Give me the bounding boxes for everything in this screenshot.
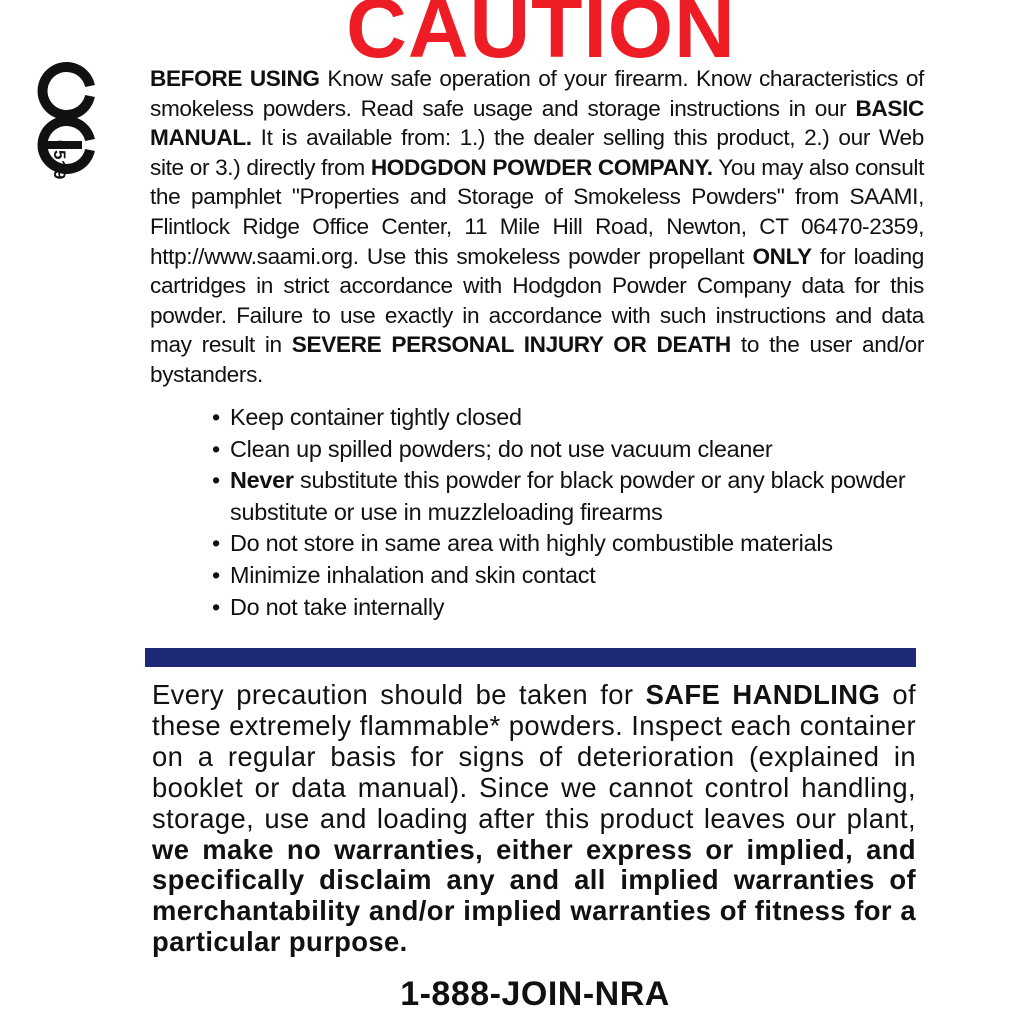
para1-text-1: Know safe operation of your firearm. Know characteristics of smokeless powders. Read safe usage and storage instructions in our — [150, 66, 925, 121]
before-using-label: BEFORE USING — [150, 66, 320, 91]
divider-bar — [145, 648, 916, 667]
safe-handling-paragraph — [152, 680, 916, 958]
para1-text-4: for loading cartridges in strict accordance with Hodgdon Powder Company data for this powder. Failure to use exactly in accordance with such instructions and data may result in — [150, 243, 925, 358]
bullet-text: Do not take internally — [230, 593, 445, 620]
phone-number: 1-888-JOIN-NRA — [400, 975, 670, 1013]
bullet-icon: • — [212, 593, 220, 620]
basic-manual-label: BASIC MANUAL. — [150, 95, 924, 151]
para2-text-1: Every precaution should be taken for — [152, 679, 646, 710]
before-using-paragraph — [150, 64, 924, 390]
bullet-text: Minimize inhalation and skin contact — [230, 561, 596, 588]
warranty-disclaimer: we make no warranties, either express or implied, and specifically disclaim any and all implied warranties of merchantability and/or implied warranties of fitness for a particular purpose. — [152, 833, 916, 958]
list-item — [212, 402, 912, 434]
para2-text-2: of these extremely flammable* powders. Inspect each container on a regular basis for signs of deterioration (explained in booklet or data manual). Since we cannot control handling, storage, use and loading after this product leaves our plant, — [152, 679, 916, 834]
company-name: HODGDON POWDER COMPANY. — [370, 154, 713, 180]
safe-handling-label: SAFE HANDLING — [645, 679, 881, 710]
bullet-text: Clean up spilled powders; do not use vacuum cleaner — [230, 435, 773, 462]
bullet-icon: • — [212, 530, 220, 557]
bullet-text: substitute this powder for black powder or any black powder substitute or use in muzzleloading firearms — [230, 467, 906, 525]
bullet-text: Do not store in same area with highly combustible materials — [230, 530, 833, 557]
list-item — [212, 434, 912, 466]
bullet-icon: • — [212, 561, 220, 588]
para1-text-5: to the user and/or bystanders. — [150, 332, 925, 387]
bullet-text: Keep container tightly closed — [230, 404, 522, 430]
bullet-icon: • — [212, 435, 220, 462]
list-item — [212, 560, 912, 592]
bullet-icon: • — [212, 404, 220, 430]
caution-heading: CAUTION — [346, 0, 736, 75]
list-item — [212, 528, 912, 560]
safety-bullet-list — [212, 402, 912, 623]
para1-text-3: You may also consult the pamphlet "Properties and Storage of Smokeless Powders" from SAAMI, Flintlock Ridge Office Center, 11 Mile Hill Road, Newton, CT 06470-2359, http://www.saami.org. Use this smokeless powder propellant — [150, 154, 925, 269]
only-emphasis: ONLY — [752, 243, 812, 269]
list-item — [212, 465, 912, 528]
bullet-icon: • — [212, 467, 220, 494]
never-emphasis: Never — [230, 467, 294, 494]
list-item — [212, 592, 912, 624]
para1-text-2: It is available from: 1.) the dealer selling this product, 2.) our Web site or 3.) directly from — [150, 125, 924, 180]
ce-number: 0519 — [50, 140, 69, 180]
injury-warning: SEVERE PERSONAL INJURY OR DEATH — [291, 332, 731, 358]
